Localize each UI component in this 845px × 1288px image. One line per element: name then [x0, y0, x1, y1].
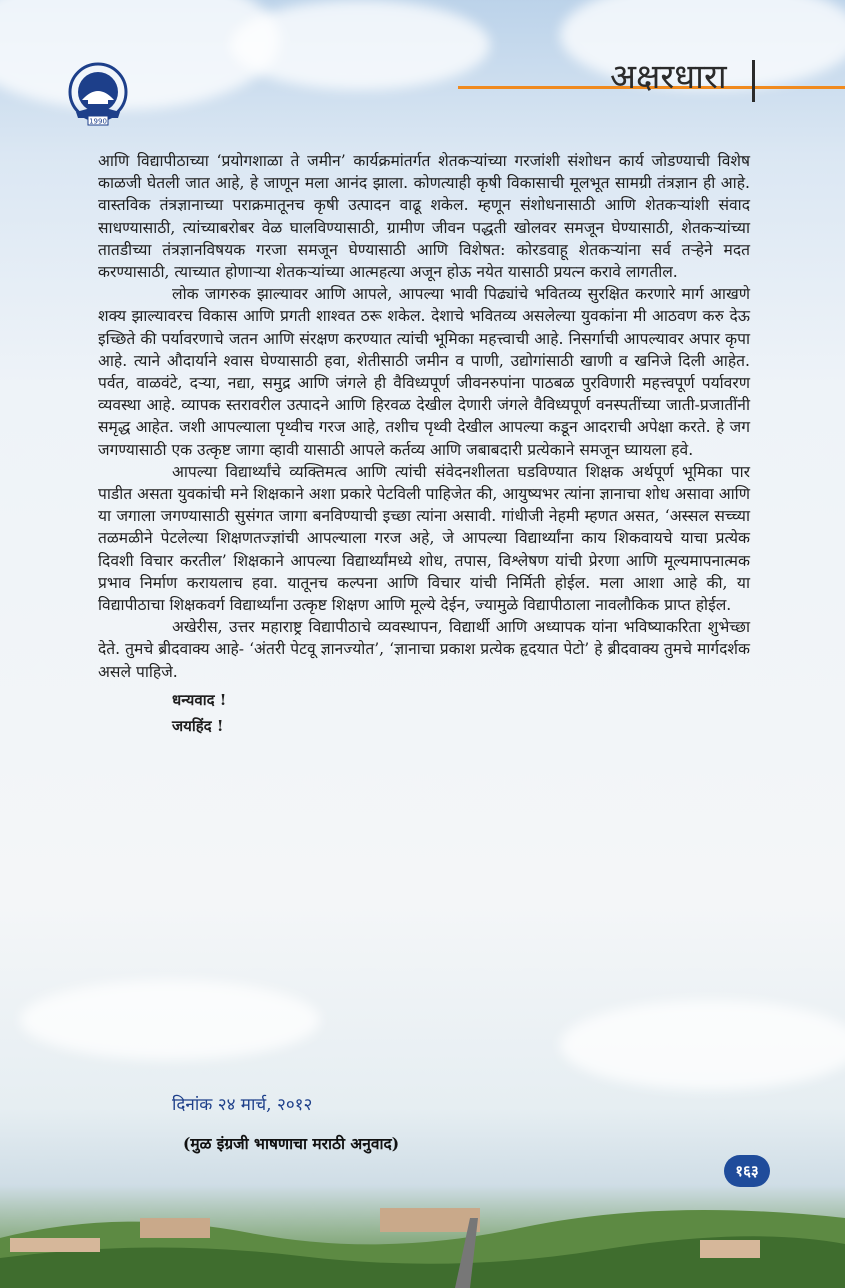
logo-year: 1990	[89, 117, 107, 126]
cloud-decoration	[560, 1000, 845, 1090]
paragraph: आपल्या विद्यार्थ्यांचे व्यक्तिमत्व आणि त्यांची संवेदनशीलता घडविण्यात शिक्षक अर्थपूर्ण भूमिका पार पाडीत असता युवकांची मने शिक्षकाने अशा प्रकारे पेटविली पाहिजेत की, आयुष्यभर त्यांना ज्ञानाचा शोध असावा आणि या जगाला जगण्यासाठी सुसंगत जागा बनविण्याची इच्छा त्यांना असावी. गांधीजी नेहमी म्हणत असत, ‘अस्सल सच्च्या तळमळीने पेटलेल्या शिक्षणतज्ज्ञांची आपल्याला गरज अहे, जे आपल्या विद्यार्थ्यांना काय शिकवायचे याचा प्रत्येक दिवशी विचार करतील’ शिक्षकाने आपल्या विद्यार्थ्यांमध्ये शोध, तपास, विश्लेषण यांची प्रेरणा आणि मूल्यमापनात्मक प्रभाव निर्माण करायलाच हवा. यातूनच कल्पना आणि विचार यांची निर्मिती होईल. मला आशा आहे की, या विद्यापीठाचा शिक्षकवर्ग विद्यार्थ्यांना उत्कृष्ट शिक्षण आणि मूल्ये देईन, ज्यामुळे विद्यापीठाला नावलौकिक प्राप्त होईल.	[98, 462, 750, 615]
page-title: अक्षरधारा	[610, 57, 727, 97]
speech-date: दिनांक २४ मार्च, २०१२	[172, 1095, 313, 1115]
paragraph: लोक जागरुक झाल्यावर आणि आपले, आपल्या भावी पिढ्यांचे भवितव्य सुरक्षित करणारे मार्ग आखणे शक्य झाल्यावरच विकास आणि प्रगती शाश्वत ठरू शकेल. देशाचे भवितव्य असलेल्या युवकांना मी आठवण करु देऊ इच्छिते की पर्यावरणाचे जतन आणि संरक्षण करण्यात त्यांची भूमिका महत्त्वाची आहे. निसर्गाची आपल्यावर अपार कृपा आहे. त्याने औदार्याने श्वास घेण्यासाठी हवा, शेतीसाठी जमीन व पाणी, उद्योगांसाठी खाणी व खनिजे दिली आहेत. पर्वत, वाळवंटे, दऱ्या, नद्या, समुद्र आणि जंगले ही वैविध्यपूर्ण जीवनरुपांना पाठबळ पुरविणारी महत्त्वपूर्ण पर्यावरण व्यवस्था आहे. व्यापक स्तरावरील उत्पादने आणि हिरवळ देखील देणारी जंगले वैविध्यपूर्ण वनस्पतींच्या जाती-प्रजातींनी समृद्ध आहेत. जशी आपल्याला पृथ्वीच गरज आहे, तशीच पृथ्वी देखील आपल्या कडून आदराची अपेक्षा करते. हे जग जगण्यासाठी एक उत्कृष्ट जागा व्हावी यासाठी आपले कर्तव्य आणि जबाबदारी प्रत्येकाने समजून घ्यायला हवे.	[98, 285, 750, 459]
closing-jaihind: जयहिंद !	[172, 716, 224, 735]
speech-body	[98, 150, 750, 739]
closing-thanks: धन्यवाद !	[172, 690, 227, 709]
cloud-decoration	[230, 0, 490, 90]
logo-emblem-icon	[62, 60, 134, 130]
page-number-badge: १६३	[724, 1155, 770, 1187]
paragraph: अखेरीस, उत्तर महाराष्ट्र विद्यापीठाचे व्यवस्थापन, विद्यार्थी आणि अध्यापक यांना भविष्याकरिता शुभेच्छा देते. तुमचे ब्रीदवाक्य आहे- ‘अंतरी पेटवू ज्ञानज्योत’, ‘ज्ञानाचा प्रकाश प्रत्येक हृदयात पेटो’ हे ब्रीदवाक्य तुमचे मार्गदर्शक असले पाहिजे.	[98, 618, 750, 681]
translation-note: (मुळ इंग्रजी भाषणाचा मराठी अनुवाद)	[183, 1134, 400, 1153]
paragraph: आणि विद्यापीठाच्या ‘प्रयोगशाळा ते जमीन’ कार्यक्रमांतर्गत शेतकऱ्यांच्या गरजांशी संशोधन कार्य जोडण्याची विशेष काळजी घेतली जात आहे, हे जाणून मला आनंद झाला. कोणत्याही कृषी विकासाची मूलभूत सामग्री तंत्रज्ञान ही आहे. वास्तविक तंत्रज्ञानाच्या पराक्रमातूनच कृषी उत्पादन वाढू शकेल. म्हणून संशोधनासाठी आणि शेतकऱ्यांशी संवाद साधण्यासाठी, त्यांच्याबरोबर वेळ घालविण्यासाठी, ग्रामीण जीवन पद्धती खोलवर समजून घेण्यासाठी, शेतकऱ्यांच्या तातडीच्या तंत्रज्ञानविषयक गरजा समजून घेण्यासाठी आणि विशेषत: कोरडवाहू शेतकऱ्यांना सर्व तऱ्हेने मदत करण्यासाठी, त्याच्यात होणाऱ्या शेतकऱ्यांच्या आत्महत्या अजून होऊ नयेत यासाठी प्रयत्न करावे लागतील.	[98, 152, 750, 282]
campus-landscape-image	[0, 1178, 845, 1288]
cloud-decoration	[20, 980, 320, 1060]
university-logo	[62, 60, 134, 130]
header-divider	[752, 60, 755, 102]
